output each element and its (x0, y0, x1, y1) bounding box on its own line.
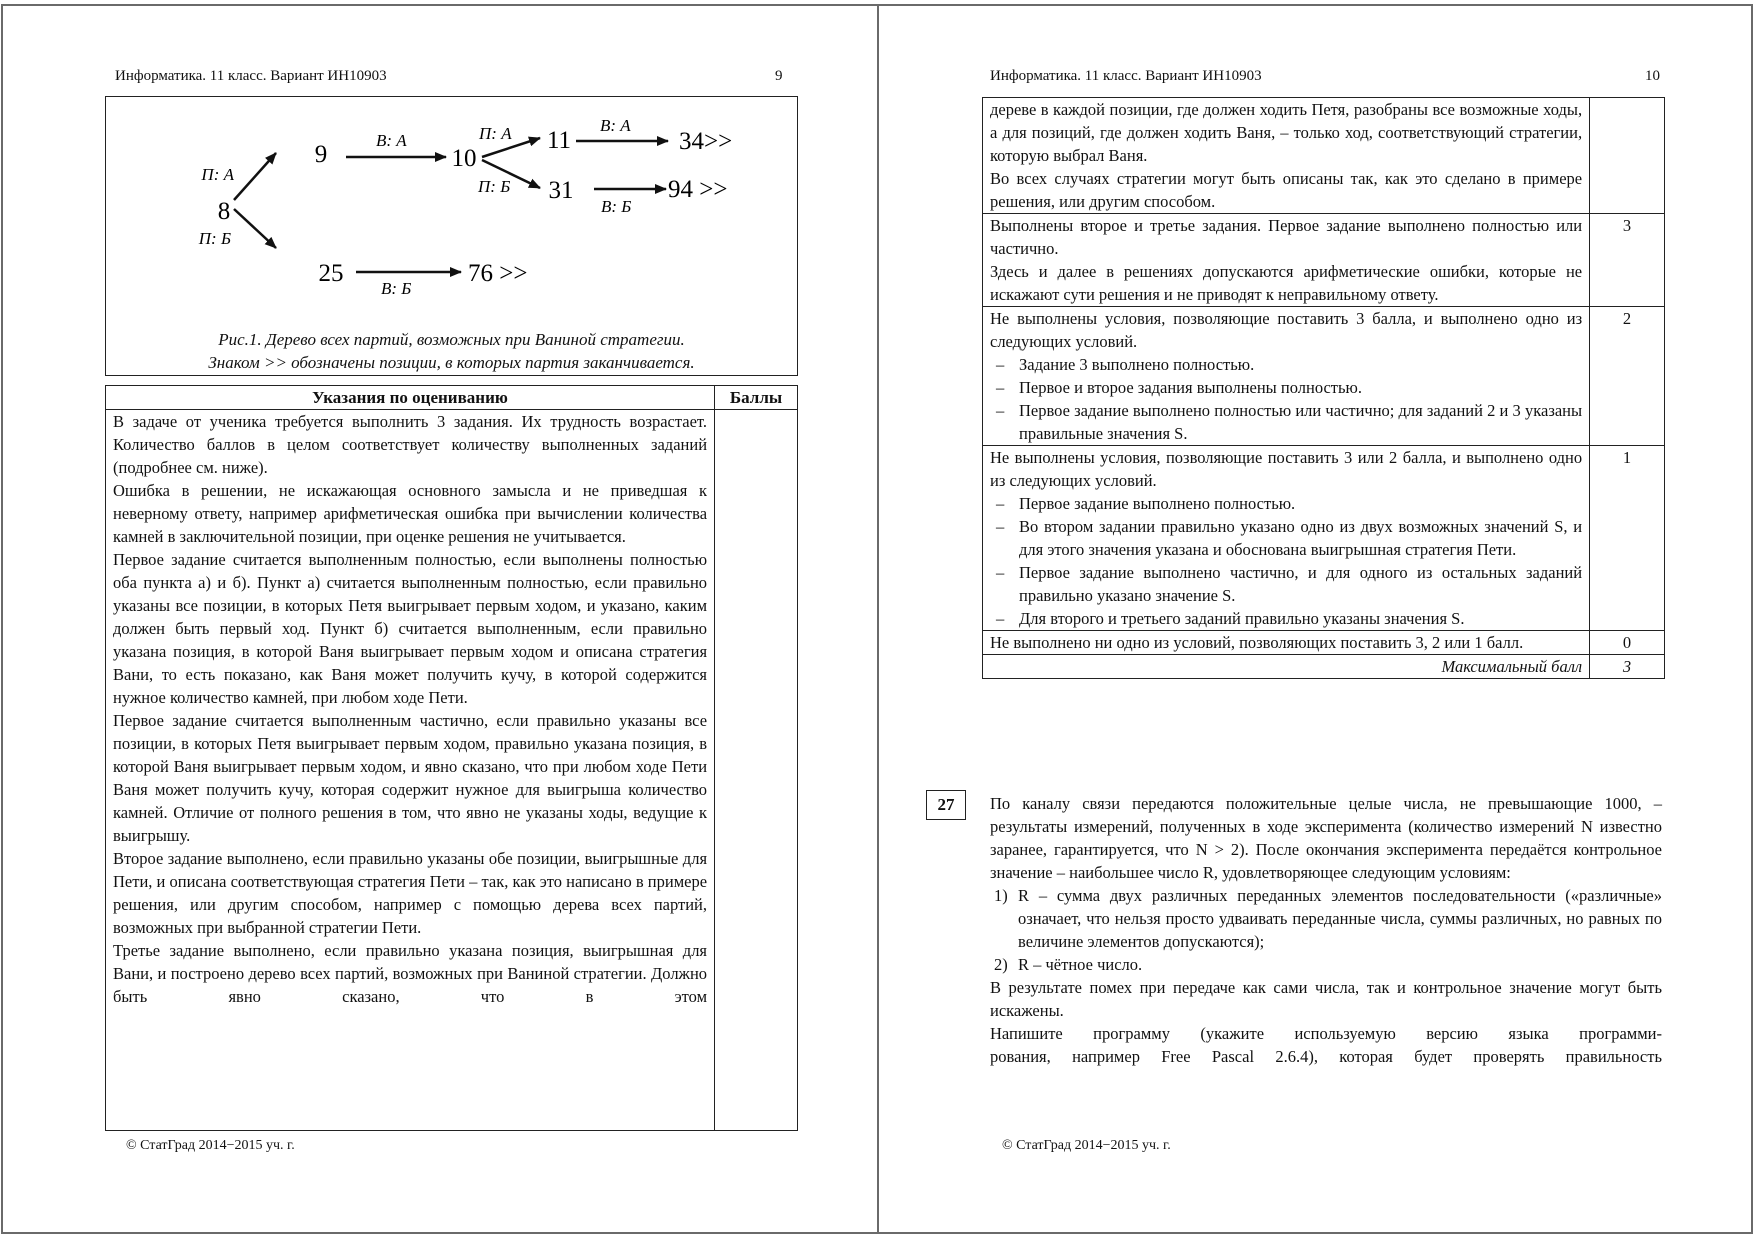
label-v-b-2: В: Б (381, 279, 412, 298)
label-v-b-1: В: Б (601, 197, 632, 216)
criteria-paragraph: Не выполнены условия, позволяющие поставить 3 балла, и выполнено одно из следующих условий. (990, 309, 1583, 351)
table-row (983, 631, 1665, 655)
points-value: 1 (1590, 446, 1665, 631)
task-paragraph-line: Напишите программу (укажите используемую версию языка программи- (990, 1024, 1662, 1043)
criteria-cell (983, 214, 1590, 307)
edge-8-25 (234, 209, 276, 248)
instruction-paragraph: Второе задание выполнено, если правильно указаны обе позиции, выигрышные для Пети, и описана соответствующая стратегия Пети – так, как это написано в примере решения, или другим способом, например с помощью дерева всех партий, возможных при выбранной стратегии Пети. (113, 849, 708, 937)
node-9: 9 (314, 141, 328, 168)
condition-number: 1) (994, 886, 1008, 905)
max-score-value: 3 (1590, 655, 1665, 679)
list-item: – Первое и второе задания выполнены полностью. (990, 376, 1582, 399)
list-item: – Первое задание выполнено частично, и для одного из остальных заданий правильно указано значение S. (990, 561, 1582, 607)
node-11: 11 (546, 127, 572, 154)
points-value: 2 (1590, 307, 1665, 446)
criteria-list (990, 492, 1582, 630)
list-item: – Для второго и третьего заданий правильно указаны значения S. (990, 607, 1582, 630)
max-score-label: Максимальный балл (983, 655, 1590, 679)
criteria-paragraph: Выполнены второе и третье задания. Первое задание выполнено полностью или частично. (990, 216, 1583, 258)
points-value: 0 (1590, 631, 1665, 655)
right-grading-table (982, 97, 1665, 679)
task-number-box: 27 (926, 790, 966, 820)
header-points: Баллы (715, 386, 798, 410)
right-footer: © СтатГрад 2014−2015 уч. г. (1002, 1138, 1171, 1153)
instruction-paragraph: Ошибка в решении, не искажающая основного замысла и не приведшая к неверному ответу, например арифметическая ошибка при вычислении количества камней в заключительной позиции, при оценке решения не учитывается. (113, 481, 708, 546)
criteria-cell (983, 446, 1590, 631)
right-header-title: Информатика. 11 класс. Вариант ИН10903 (990, 68, 1262, 84)
label-p-b-1: П: Б (198, 229, 231, 248)
figure-caption-2: Знаком >> обозначены позиции, в которых партия заканчивается. (208, 353, 695, 372)
node-8: 8 (217, 198, 231, 225)
node-76: 76 >> (468, 260, 528, 287)
criteria-list (990, 353, 1582, 445)
condition-text: R – чётное число. (1018, 955, 1143, 974)
label-p-b-2: П: Б (478, 177, 511, 196)
list-item: – Задание 3 выполнено полностью. (990, 353, 1582, 376)
node-25: 25 (318, 260, 344, 287)
label-p-a-2: П: А (479, 124, 512, 143)
left-header-title: Информатика. 11 класс. Вариант ИН10903 (115, 68, 387, 84)
header-instructions: Указания по оцениванию (106, 386, 715, 410)
table-row (983, 98, 1665, 214)
table-row (983, 446, 1665, 631)
criteria-cell (983, 631, 1590, 655)
figure-caption-1: Рис.1. Дерево всех партий, возможных при Ваниной стратегии. (218, 330, 685, 349)
criteria-paragraph: дереве в каждой позиции, где должен ходить Петя, разобраны все возможные ходы, а для позиций, где должен ходить Ваня, – только ход, соответствующий стратегии, которую выбрал Ваня. (990, 100, 1583, 165)
left-grading-table (105, 385, 798, 1131)
criteria-cell (983, 98, 1590, 214)
game-tree-figure (105, 96, 798, 376)
points-cell (715, 410, 798, 1131)
node-10: 10 (451, 145, 477, 172)
criteria-paragraph: Не выполнено ни одно из условий, позволяющих поставить 3, 2 или 1 балл. (990, 633, 1524, 652)
label-v-a-1: В: А (376, 131, 407, 150)
instructions-cell (106, 410, 715, 1131)
task-conditions (990, 884, 1662, 976)
max-score-row (983, 655, 1665, 679)
instruction-paragraph: Первое задание считается выполненным полностью, если выполнены полностью оба пункта а) и б). Пункт а) считается выполненным полностью, если правильно указаны все позиции, в которых Петя выигрывает первым ходом, и указано, каким должен быть первый ход. Пункт б) считается выполненным, если правильно указана позиция, в которой Ваня выигрывает первым ходом и описана стратегия Вани, то есть показано, как Ваня может получить кучу, в которой содержится нужное количество камней, при любом ходе Пети. (113, 550, 708, 707)
right-page-number: 10 (1645, 68, 1660, 84)
table-row (983, 214, 1665, 307)
criteria-paragraph: Не выполнены условия, позволяющие поставить 3 или 2 балла, и выполнено одно из следующих условий. (990, 448, 1583, 490)
grading-header-row (106, 386, 798, 410)
table-row (983, 307, 1665, 446)
node-34: 34>> (679, 128, 733, 155)
label-v-a-2: В: А (600, 116, 631, 135)
condition-number: 2) (994, 955, 1008, 974)
points-value (1590, 98, 1665, 214)
list-item (990, 953, 1662, 976)
node-31: 31 (548, 177, 574, 204)
instruction-paragraph: В задаче от ученика требуется выполнить 3 задания. Их трудность возрастает. Количество баллов в целом соответствует количеству выполненных заданий (подробнее см. ниже). (113, 412, 708, 477)
criteria-cell (983, 307, 1590, 446)
table-row (106, 410, 798, 1131)
list-item: – Первое задание выполнено полностью. (990, 492, 1582, 515)
criteria-paragraph: Во всех случаях стратегии могут быть описаны так, как это сделано в примере решения, или другим способом. (990, 169, 1583, 211)
instruction-paragraph: Третье задание выполнено, если правильно указана позиция, выигрышная для Вани, и построено дерево всех партий, возможных при Ваниной стратегии. Должно быть явно сказано, что в этом (113, 941, 708, 1006)
left-page-number: 9 (775, 68, 783, 84)
left-footer: © СтатГрад 2014−2015 уч. г. (126, 1138, 295, 1153)
list-item: – Во втором задании правильно указано одно из двух возможных значений S, и для этого значения указана и обоснована выигрышная стратегия Пети. (990, 515, 1582, 561)
label-p-a-1: П: А (201, 165, 234, 184)
task-paragraph-line: рования, например Free Pascal 2.6.4), которая будет проверять правильность (990, 1047, 1662, 1066)
task-paragraph: В результате помех при передаче как сами числа, так и контрольное значение могут быть искажены. (990, 978, 1662, 1020)
task-27-text (990, 792, 1662, 1068)
condition-text: R – сумма двух различных переданных элементов последовательности («различные» означает, что нельзя просто удваивать переданные числа, суммы различных, но равных по величине элементов допускаются); (1018, 886, 1662, 951)
points-value: 3 (1590, 214, 1665, 307)
list-item (990, 884, 1662, 953)
list-item: – Первое задание выполнено полностью или частично; для заданий 2 и 3 указаны правильные значения S. (990, 399, 1582, 445)
instruction-paragraph: Первое задание считается выполненным частично, если правильно указаны все позиции, в которых Петя выигрывает первым ходом, правильно указана позиция, в которой Ваня выигрывает первым ходом, и явно сказано, что при любом ходе Пети Ваня может получить кучу, которая содержит нужное для выигрыша количество камней. Отличие от полного решения в том, что явно не указаны ходы, ведущие к выигрышу. (113, 711, 708, 845)
node-94: 94 >> (668, 176, 728, 203)
edge-8-9 (234, 153, 276, 200)
task-intro: По каналу связи передаются положительные целые числа, не превышающие 1000, – результаты измерений, полученных в ходе эксперимента (количество измерений N известно заранее, гарантируется, что N > 2). После окончания эксперимента передаётся контрольное значение – наибольшее число R, удовлетворяющее следующим условиям: (990, 794, 1662, 882)
criteria-paragraph: Здесь и далее в решениях допускаются арифметические ошибки, которые не искажают сути решения и не приводят к неправильному ответу. (990, 262, 1583, 304)
